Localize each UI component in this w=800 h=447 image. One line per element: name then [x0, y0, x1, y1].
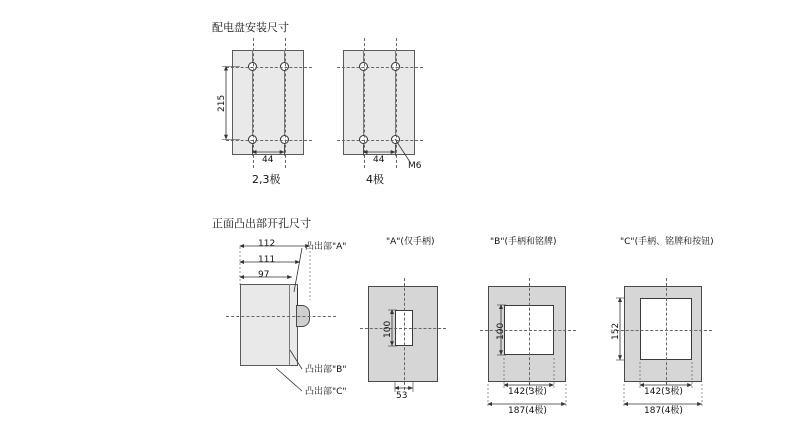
label-m6: M6 [408, 161, 422, 171]
callout-protrusion-c: 凸出部"C" [305, 387, 347, 397]
centerline-vertical [364, 38, 365, 168]
figure-b-centerline-h [480, 330, 576, 331]
centerline-vertical [253, 38, 254, 168]
callout-protrusion-b: 凸出部"B" [305, 365, 347, 375]
figure-c-dimension-142: 142(3极) [644, 387, 683, 397]
figure-c-dimension-187: 187(4极) [644, 406, 683, 416]
centerline-vertical [396, 38, 397, 168]
figure-c-caption: "C"(手柄、铭牌和按钮) [620, 237, 714, 247]
figure-a-centerline-h [360, 328, 446, 329]
dimension-215: 215 [217, 94, 227, 112]
centerline-vertical [285, 38, 286, 168]
caption-2-3-pole: 2,3极 [252, 173, 281, 186]
section-title-front-protrusion: 正面凸出部开孔尺寸 [212, 217, 311, 230]
dimension-111: 111 [258, 255, 276, 265]
section-title-panel-mounting: 配电盘安装尺寸 [212, 21, 289, 34]
figure-a-dimension-100: 100 [383, 320, 393, 338]
figure-c-centerline-v [666, 278, 667, 390]
figure-b-dimension-142: 142(3极) [508, 387, 547, 397]
figure-b-centerline-v [529, 278, 530, 390]
figure-a-centerline-v [404, 278, 405, 390]
caption-4-pole: 4极 [366, 173, 384, 186]
centerline-horizontal [337, 140, 423, 141]
side-view-handle-stem [297, 288, 298, 306]
side-view-inner-line [289, 284, 290, 366]
figure-b-caption: "B"(手柄和铭牌) [490, 237, 557, 247]
side-view-centerline [226, 316, 336, 317]
centerline-horizontal [337, 67, 423, 68]
figure-c-dimension-152: 152 [611, 322, 621, 340]
dimension-97: 97 [258, 270, 270, 280]
figure-b-dimension-100: 100 [496, 322, 506, 340]
dimension-44-2-3-pole: 44 [262, 155, 274, 165]
centerline-horizontal [226, 140, 312, 141]
dimension-112: 112 [258, 239, 276, 249]
centerline-horizontal [226, 67, 312, 68]
figure-c-centerline-h [616, 330, 712, 331]
figure-b-dimension-187: 187(4极) [508, 406, 547, 416]
figure-a-dimension-53: 53 [396, 391, 408, 401]
dimension-44-4-pole: 44 [373, 155, 385, 165]
figure-a-caption: "A"(仅手柄) [386, 237, 435, 247]
callout-protrusion-a: 凸出部"A" [305, 242, 347, 252]
